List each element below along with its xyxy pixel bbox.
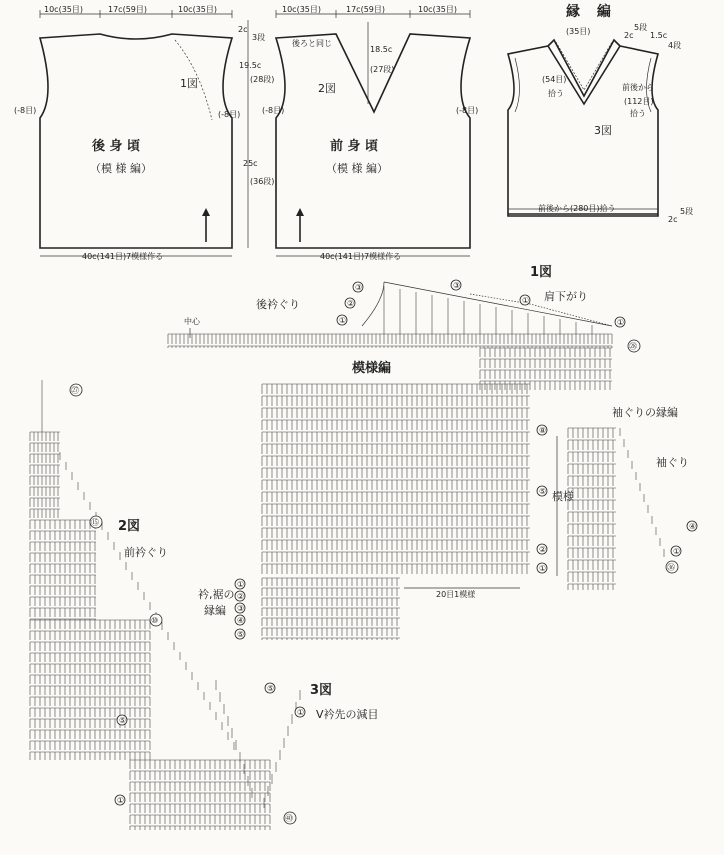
back-panel-title: 後 身 頃	[92, 139, 141, 154]
pattern-border-rows	[235, 579, 245, 639]
border-dim-bottom-a: 2c	[668, 215, 678, 224]
back-dim-right-mid-a: 19.5c	[239, 61, 262, 70]
fig1-back-neck-label: 後衿ぐり	[256, 298, 300, 311]
border-dim-right-top-a: 2c	[624, 31, 634, 40]
border-left-count: (54目)	[542, 75, 567, 84]
fig1-center-label: 中心	[184, 317, 200, 326]
fig1-chart	[168, 264, 640, 390]
border-armhole: 前後から	[622, 83, 654, 92]
fig1-shoulder-label: 肩下がり	[544, 290, 588, 303]
back-dim-top-right: 10c(35目)	[178, 5, 217, 14]
fig2-row-27: ㉗	[71, 386, 79, 395]
fig3-caption: V衿先の減目	[316, 708, 379, 721]
back-side-left: (-8目)	[14, 106, 37, 115]
pattern-border-row-4: ④	[237, 616, 245, 625]
armhole-row-4: ④	[689, 522, 697, 531]
fig2-neck-label: 前衿ぐり	[124, 546, 168, 559]
fig2-chart	[30, 380, 300, 830]
fig1-row-3-right: ③	[453, 281, 461, 290]
armhole-label: 袖ぐり	[656, 456, 689, 469]
front-side-right: (-8目)	[456, 106, 479, 115]
border-armhole-count: (112目)	[624, 97, 654, 106]
border-neck-count: (35目)	[566, 27, 591, 36]
pattern-stitch-field	[262, 384, 530, 640]
armhole-row-36: ㊱	[667, 563, 675, 572]
pattern-border-title-b: 縁編	[204, 604, 226, 617]
fig1-row-1-mid: ①	[522, 296, 530, 305]
pattern-border-row-1: ①	[237, 580, 245, 589]
back-dim-right-top-b: 3段	[252, 33, 266, 42]
fig1-row-28: ㉘	[629, 342, 637, 351]
fig1-row-1-left: ①	[339, 316, 347, 325]
pattern-row-2: ②	[539, 545, 547, 554]
back-panel-subtitle: （模 様 編）	[90, 162, 152, 175]
border-left-pick: 拾う	[548, 89, 564, 98]
pattern-row-5: ⑤	[539, 487, 547, 496]
fig3-label: 3図	[310, 683, 333, 698]
front-side-left: (-8目)	[262, 106, 285, 115]
fig2-stitch-field	[30, 380, 300, 830]
border-title: 縁 編	[566, 4, 617, 20]
fig1-row-3-left: ③	[355, 283, 363, 292]
back-dim-bottom: 40c(141目)7模様作る	[82, 252, 164, 261]
fig3-row-5: ⑤	[267, 684, 275, 693]
fig2-row-1: ①	[117, 796, 125, 805]
border-diagram	[508, 3, 693, 224]
back-dim-top-left: 10c(35目)	[44, 5, 83, 14]
back-side-right: (-8目)	[218, 110, 241, 119]
back-dim-top-center: 17c(59目)	[108, 5, 147, 14]
back-dim-right-bot-b: (36段)	[250, 177, 275, 186]
front-dim-top-left: 10c(35目)	[282, 5, 321, 14]
pattern-row-8: ⑧	[539, 426, 547, 435]
pattern-repeat-bottom: 20目1模様	[436, 590, 476, 599]
border-hem-pick: 前後から(280目)拾う	[538, 204, 616, 213]
fig1-row-2-left: ②	[347, 299, 355, 308]
pattern-title: 模様編	[352, 361, 392, 376]
border-dim-right-top-b: 5段	[634, 23, 648, 32]
fig2-row-15: ⑮	[91, 518, 99, 527]
fig1-row-1-right: ①	[617, 318, 625, 327]
fig3-row-1: ①	[297, 708, 305, 717]
pattern-row-1: ①	[539, 564, 547, 573]
armhole-chart	[568, 405, 697, 590]
armhole-title: 袖ぐりの縁編	[612, 406, 678, 419]
back-dim-right-top-a: 2c	[238, 25, 248, 34]
pattern-repeat-label: 模様	[552, 490, 574, 503]
fig2-label: 2図	[118, 519, 141, 534]
pattern-border-row-2: ②	[237, 592, 245, 601]
front-dim-bottom: 40c(141目)7模様作る	[320, 252, 402, 261]
back-dim-right-bot-a: 25c	[243, 159, 258, 168]
fig2-row-5: ⑤	[119, 716, 127, 725]
front-dim-right-top-b: (27段)	[370, 65, 395, 74]
armhole-stitch-field	[568, 428, 664, 590]
front-dim-top-right: 10c(35目)	[418, 5, 457, 14]
front-fig-ref: 2図	[318, 82, 336, 95]
fig2-row-10: ⑩	[151, 616, 159, 625]
border-armhole-pick: 拾う	[630, 109, 646, 118]
front-note: 後ろと同じ	[292, 39, 332, 48]
border-dim-far-right-a: 1.5c	[650, 31, 668, 40]
pattern-chart	[198, 360, 574, 640]
pattern-border-title-a: 衿,裾の	[198, 588, 235, 601]
back-dim-right-mid-b: (28段)	[250, 75, 275, 84]
front-dim-right-top-a: 18.5c	[370, 45, 393, 54]
fig2-row-40: ㊵	[285, 814, 293, 823]
border-dim-bottom-b: 5段	[680, 207, 694, 216]
back-fig-ref: 1図	[180, 77, 198, 90]
front-panel-title: 前 身 頃	[330, 139, 379, 154]
armhole-row-1: ①	[673, 547, 681, 556]
fig3-chart	[265, 682, 379, 721]
pattern-border-row-5: ⑤	[237, 630, 245, 639]
front-panel-subtitle: （模 様 編）	[326, 162, 388, 175]
border-dim-far-right-b: 4段	[668, 41, 682, 50]
pattern-border-row-3: ③	[237, 604, 245, 613]
front-dim-top-center: 17c(59目)	[346, 5, 385, 14]
border-fig-ref: 3図	[594, 124, 612, 137]
front-panel-diagram	[262, 5, 478, 261]
back-panel-diagram	[14, 5, 274, 261]
fig1-label: 1図	[530, 265, 553, 280]
